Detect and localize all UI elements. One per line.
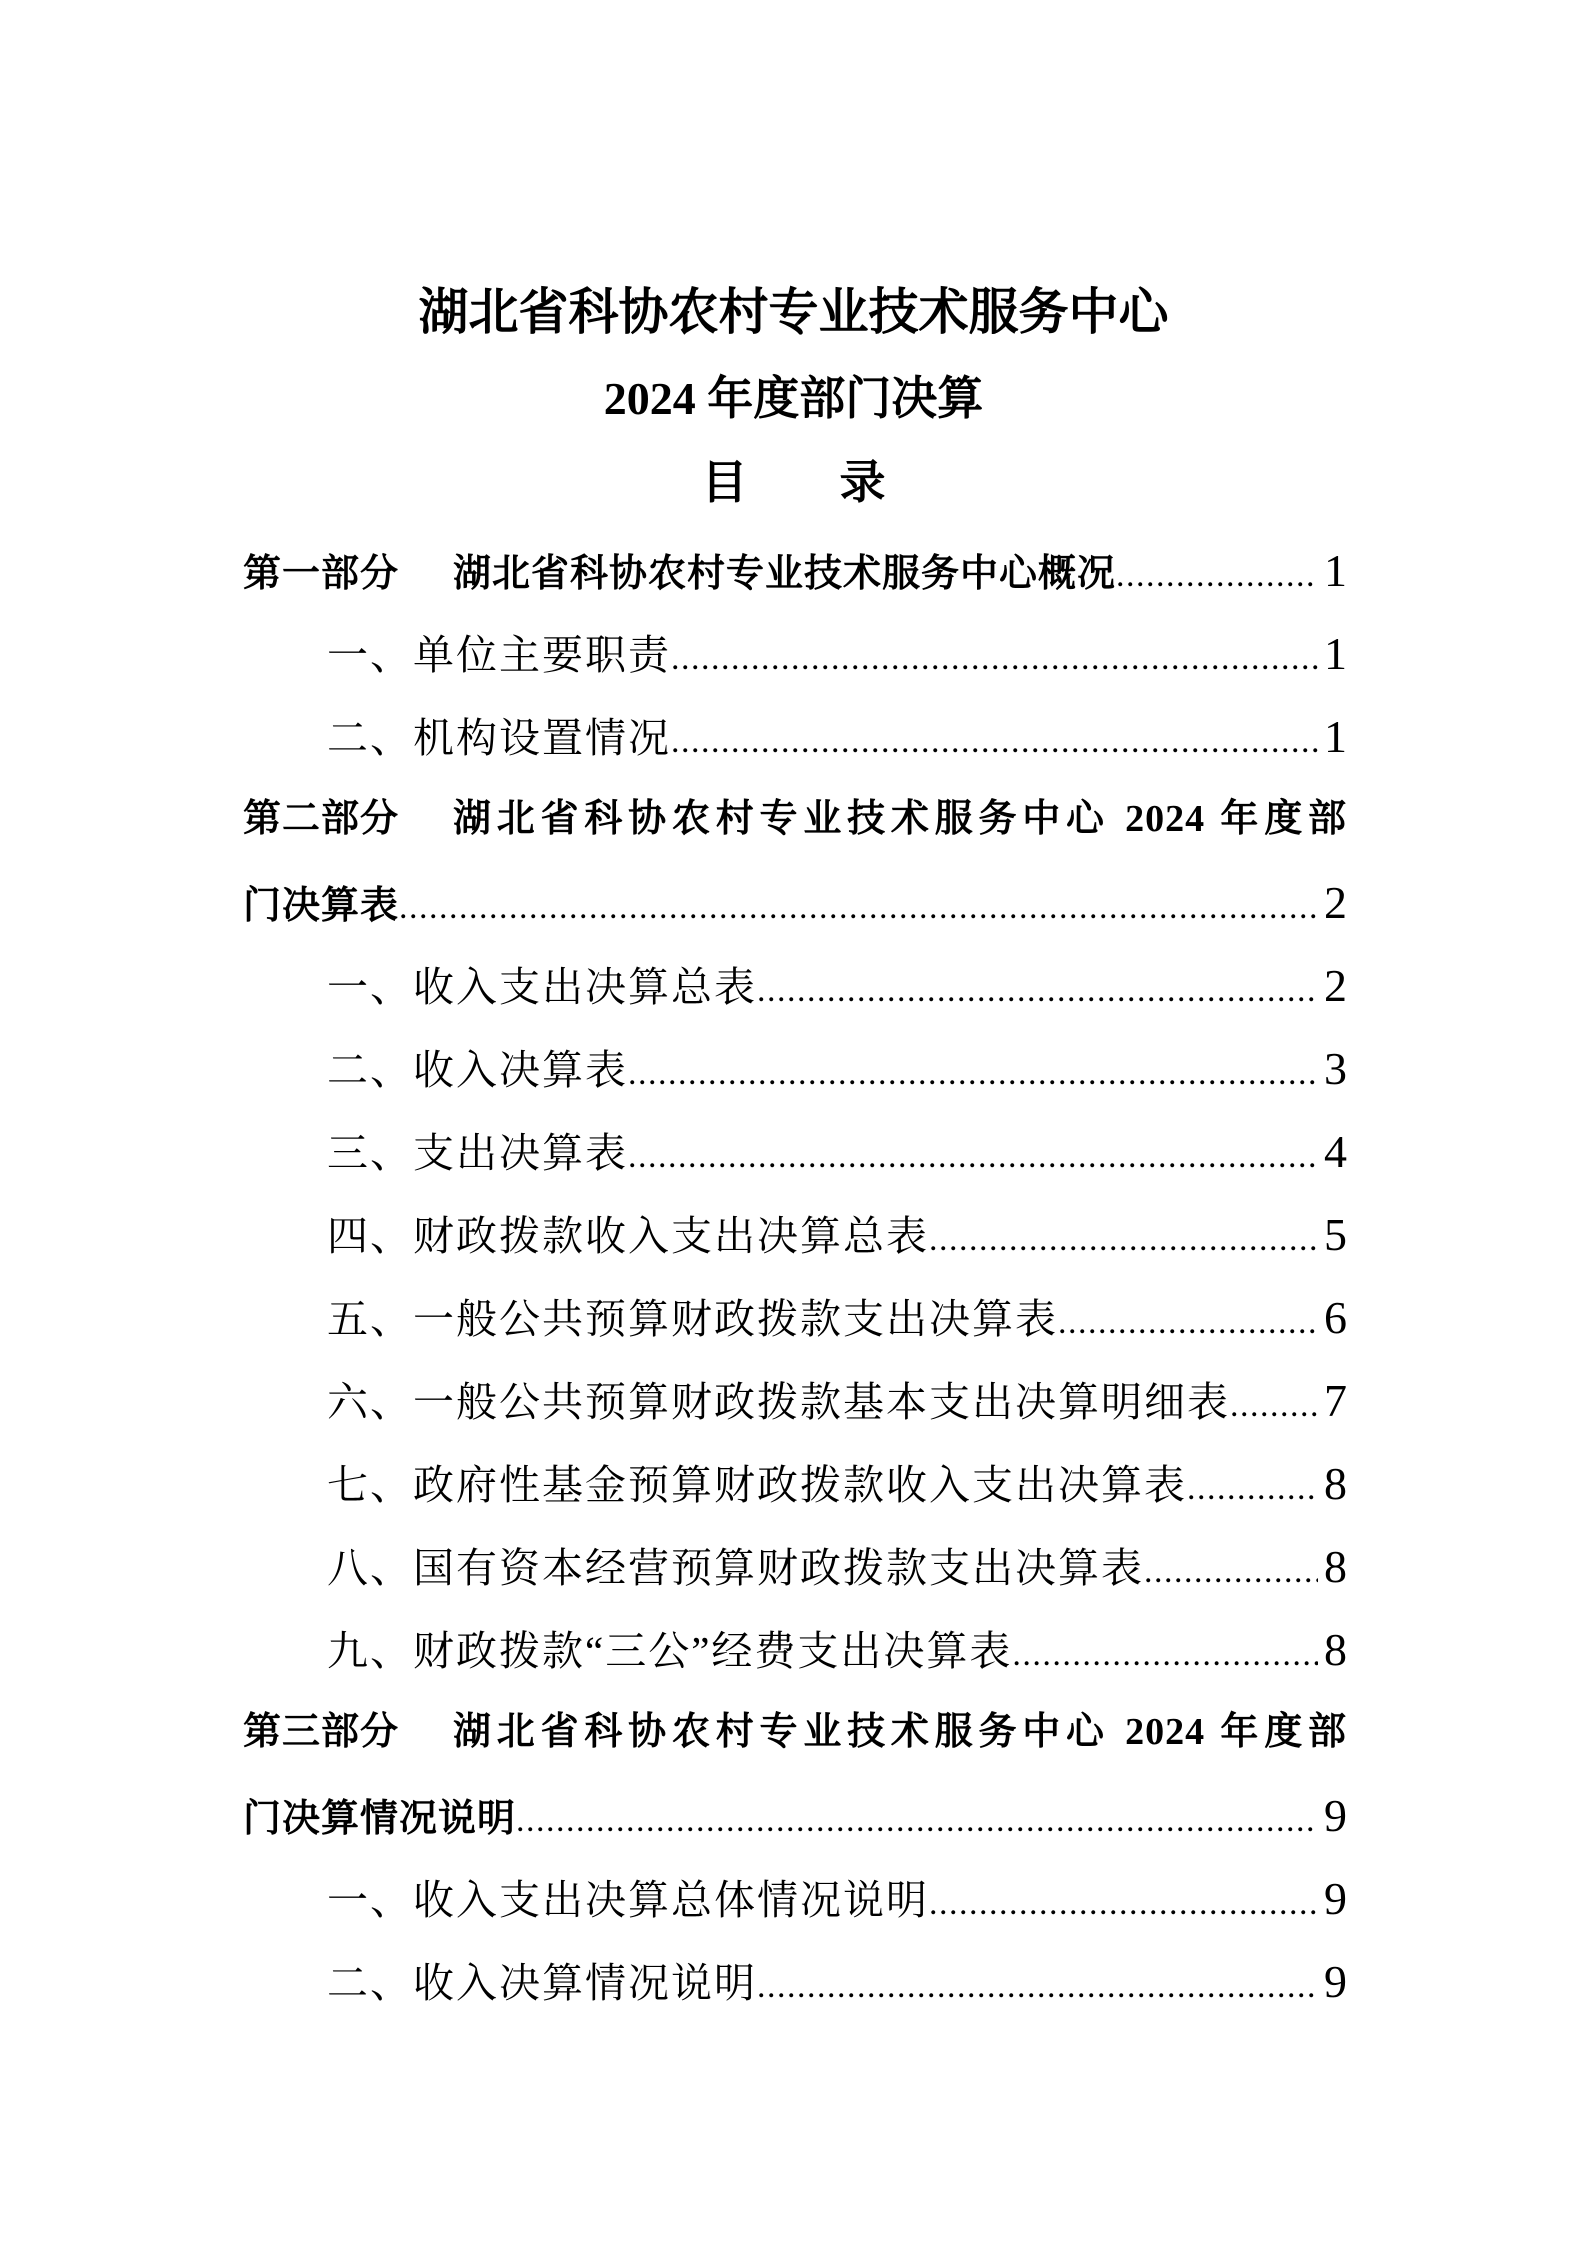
page-number: 9 (1324, 1873, 1347, 1924)
dot-leader (399, 865, 1318, 949)
dot-leader (1187, 1444, 1318, 1530)
document-subtitle: 2024 年度部门决算 (603, 373, 984, 424)
page-number: 2 (1324, 877, 1347, 928)
toc-row-entry[interactable] (243, 1110, 1347, 1193)
toc-row-continuation[interactable] (243, 1774, 1347, 1857)
page-number: 1 (1324, 711, 1347, 762)
dot-leader (1012, 1610, 1318, 1696)
toc-line-text: 湖北省科协农村专业技术服务中心 2024 年度部 (453, 1711, 1347, 1753)
dot-leader (628, 1112, 1318, 1198)
dot-leader (757, 1942, 1318, 2028)
page-number: 3 (1324, 1043, 1347, 1094)
page-number: 8 (1324, 1541, 1347, 1592)
dot-leader (1230, 1361, 1318, 1447)
toc-part-label: 第二部分 (243, 798, 400, 840)
toc-row-entry[interactable] (243, 612, 1347, 695)
toc-part-label: 第三部分 (243, 1711, 400, 1753)
page-number: 4 (1324, 1126, 1347, 1177)
toc-line-text: 湖北省科协农村专业技术服务中心 2024 年度部 (453, 798, 1347, 840)
toc-row-entry[interactable] (243, 695, 1347, 778)
toc-line-text: 一、收入支出决算总体情况说明 (327, 1877, 929, 1923)
dot-leader (516, 1778, 1318, 1862)
toc-line-text: 二、收入决算情况说明 (327, 1960, 757, 2006)
toc-line-text: 湖北省科协农村专业技术服务中心概况 (453, 553, 1117, 595)
dot-leader (1144, 1527, 1318, 1613)
page-number: 9 (1324, 1956, 1347, 2007)
toc-row-entry[interactable] (243, 944, 1347, 1027)
page-number: 8 (1324, 1458, 1347, 1509)
toc-row-continuation[interactable] (243, 861, 1347, 944)
toc-row-part[interactable] (243, 778, 1347, 861)
toc-row-entry[interactable] (243, 1525, 1347, 1608)
toc-line-text: 一、单位主要职责 (327, 632, 671, 678)
dot-leader (671, 697, 1318, 783)
toc-row-entry[interactable] (243, 1359, 1347, 1442)
toc-row-entry[interactable] (243, 1442, 1347, 1525)
page-number: 8 (1324, 1624, 1347, 1675)
toc-line-text: 三、支出决算表 (327, 1130, 628, 1176)
page-number: 7 (1324, 1375, 1347, 1426)
toc-row-part[interactable] (243, 529, 1347, 612)
toc-line-text: 二、机构设置情况 (327, 715, 671, 761)
page-number: 1 (1324, 628, 1347, 679)
dot-leader (671, 614, 1318, 700)
dot-leader (1058, 1278, 1318, 1364)
page-number: 5 (1324, 1209, 1347, 1260)
toc-row-entry[interactable] (243, 1276, 1347, 1359)
toc-line-text: 二、收入决算表 (327, 1047, 628, 1093)
toc-line-text: 六、一般公共预算财政拨款基本支出决算明细表 (327, 1379, 1230, 1425)
toc-row-entry[interactable] (243, 1193, 1347, 1276)
toc-part-label: 第一部分 (243, 553, 400, 595)
document-title: 湖北省科协农村专业技术服务中心 (418, 284, 1169, 340)
toc-line-text: 九、财政拨款“三公”经费支出决算表 (327, 1628, 1013, 1674)
toc-line-text: 五、一般公共预算财政拨款支出决算表 (327, 1296, 1058, 1342)
dot-leader (929, 1195, 1318, 1281)
page-number: 9 (1324, 1790, 1347, 1841)
toc-line-text: 七、政府性基金预算财政拨款收入支出决算表 (327, 1462, 1187, 1508)
toc-line-text: 四、财政拨款收入支出决算总表 (327, 1213, 929, 1259)
toc-row-entry[interactable] (243, 1608, 1347, 1691)
page-number: 1 (1324, 545, 1347, 596)
table-of-contents (243, 529, 1347, 2023)
dot-leader (628, 1029, 1318, 1115)
toc-line-text: 门决算情况说明 (243, 1798, 517, 1840)
toc-row-entry[interactable] (243, 1857, 1347, 1940)
toc-row-entry[interactable] (243, 1940, 1347, 2023)
dot-leader (929, 1859, 1318, 1945)
toc-line-text: 八、国有资本经营预算财政拨款支出决算表 (327, 1545, 1144, 1591)
toc-line-text: 门决算表 (243, 885, 400, 927)
toc-line-text: 一、收入支出决算总表 (327, 964, 757, 1010)
dot-leader (1116, 533, 1318, 617)
page-number: 6 (1324, 1292, 1347, 1343)
toc-heading: 目 录 (701, 457, 886, 508)
dot-leader (757, 946, 1318, 1032)
toc-row-part[interactable] (243, 1691, 1347, 1774)
toc-row-entry[interactable] (243, 1027, 1347, 1110)
page-number: 2 (1324, 960, 1347, 1011)
